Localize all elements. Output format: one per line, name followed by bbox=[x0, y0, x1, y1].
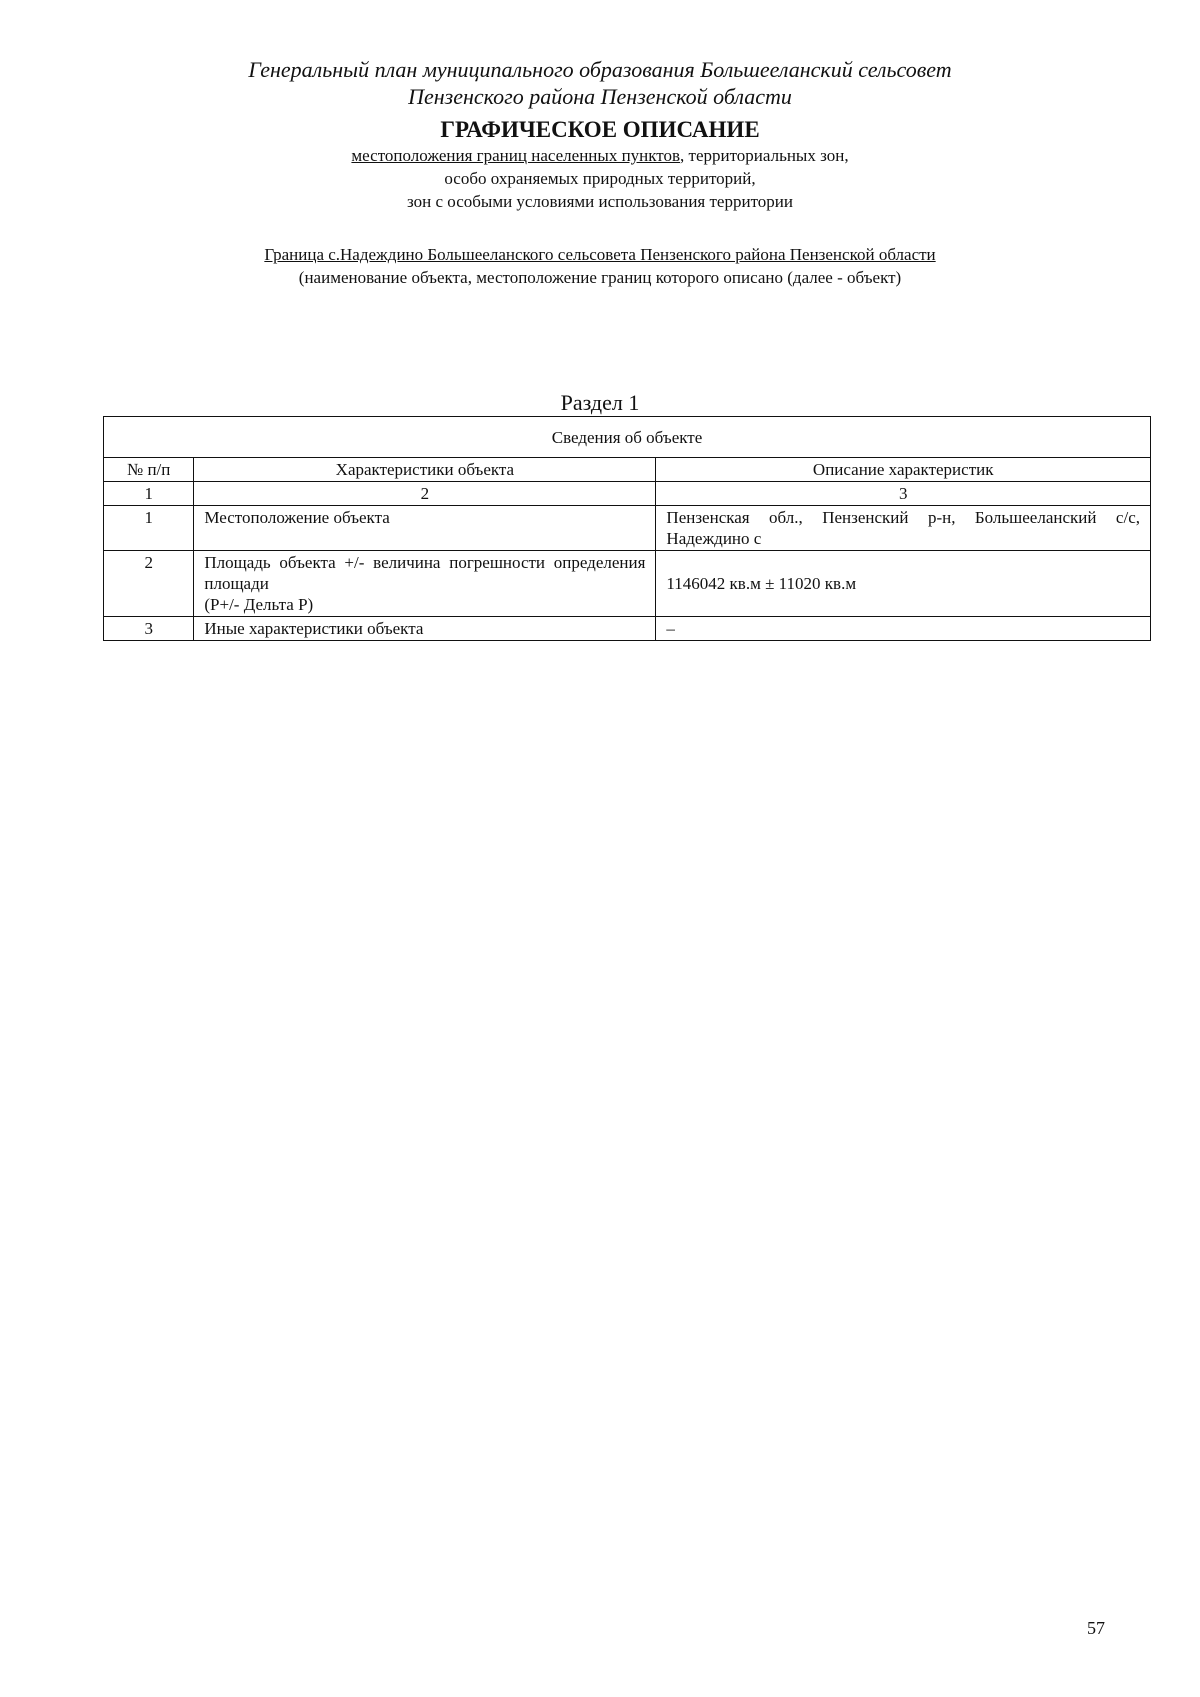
row-characteristic-line-1: Площадь объекта +/- величина погрешности определения площади bbox=[204, 553, 646, 593]
table-header-row bbox=[104, 458, 1151, 482]
row-characteristic: Иные характеристики объекта bbox=[194, 617, 656, 641]
page-number: 57 bbox=[1087, 1618, 1105, 1638]
table-row bbox=[104, 617, 1151, 641]
row-num: 1 bbox=[104, 506, 194, 551]
object-info-table bbox=[103, 416, 1151, 641]
column-number-2: 2 bbox=[194, 482, 656, 506]
header-line-1: Генеральный план муниципального образования Большееланский сельсовет bbox=[248, 57, 952, 82]
table-caption: Сведения об объекте bbox=[104, 417, 1151, 458]
row-description: – bbox=[656, 617, 1151, 641]
row-characteristic bbox=[194, 551, 656, 617]
object-name: Граница с.Надеждино Большееланского сельсовета Пензенского района Пензенской области bbox=[264, 245, 936, 264]
subtitle-line-2: особо охраняемых природных территорий, bbox=[444, 169, 756, 188]
table-row bbox=[104, 551, 1151, 617]
row-num: 3 bbox=[104, 617, 194, 641]
object-block bbox=[0, 243, 1200, 289]
section-title: Раздел 1 bbox=[560, 390, 640, 415]
row-description: 1146042 кв.м ± 11020 кв.м bbox=[656, 551, 1151, 617]
row-characteristic: Местоположение объекта bbox=[194, 506, 656, 551]
subtitle-line-1 bbox=[0, 144, 1200, 167]
row-characteristic-line-2: (P+/- Дельта P) bbox=[204, 595, 314, 614]
row-num: 2 bbox=[104, 551, 194, 617]
subtitle-underlined-part: местоположения границ населенных пунктов bbox=[351, 146, 681, 165]
object-caption: (наименование объекта, местоположение границ которого описано (далее - объект) bbox=[298, 268, 902, 287]
header-characteristic: Характеристики объекта bbox=[194, 458, 656, 482]
column-number-3: 3 bbox=[656, 482, 1151, 506]
document-header bbox=[0, 56, 1200, 213]
header-num: № п/п bbox=[104, 458, 194, 482]
table-row bbox=[104, 506, 1151, 551]
header-line-2: Пензенского района Пензенской области bbox=[408, 84, 792, 109]
column-number-1: 1 bbox=[104, 482, 194, 506]
subtitle-rest-part: , территориальных зон, bbox=[680, 146, 849, 165]
header-description: Описание характеристик bbox=[656, 458, 1151, 482]
row-description: Пензенская обл., Пензенский р-н, Большееланский с/с, Надеждино с bbox=[656, 506, 1151, 551]
document-title: ГРАФИЧЕСКОЕ ОПИСАНИЕ bbox=[440, 117, 760, 142]
column-number-row bbox=[104, 482, 1151, 506]
subtitle-line-3: зон с особыми условиями использования территории bbox=[407, 192, 793, 211]
table-caption-row bbox=[104, 417, 1151, 458]
